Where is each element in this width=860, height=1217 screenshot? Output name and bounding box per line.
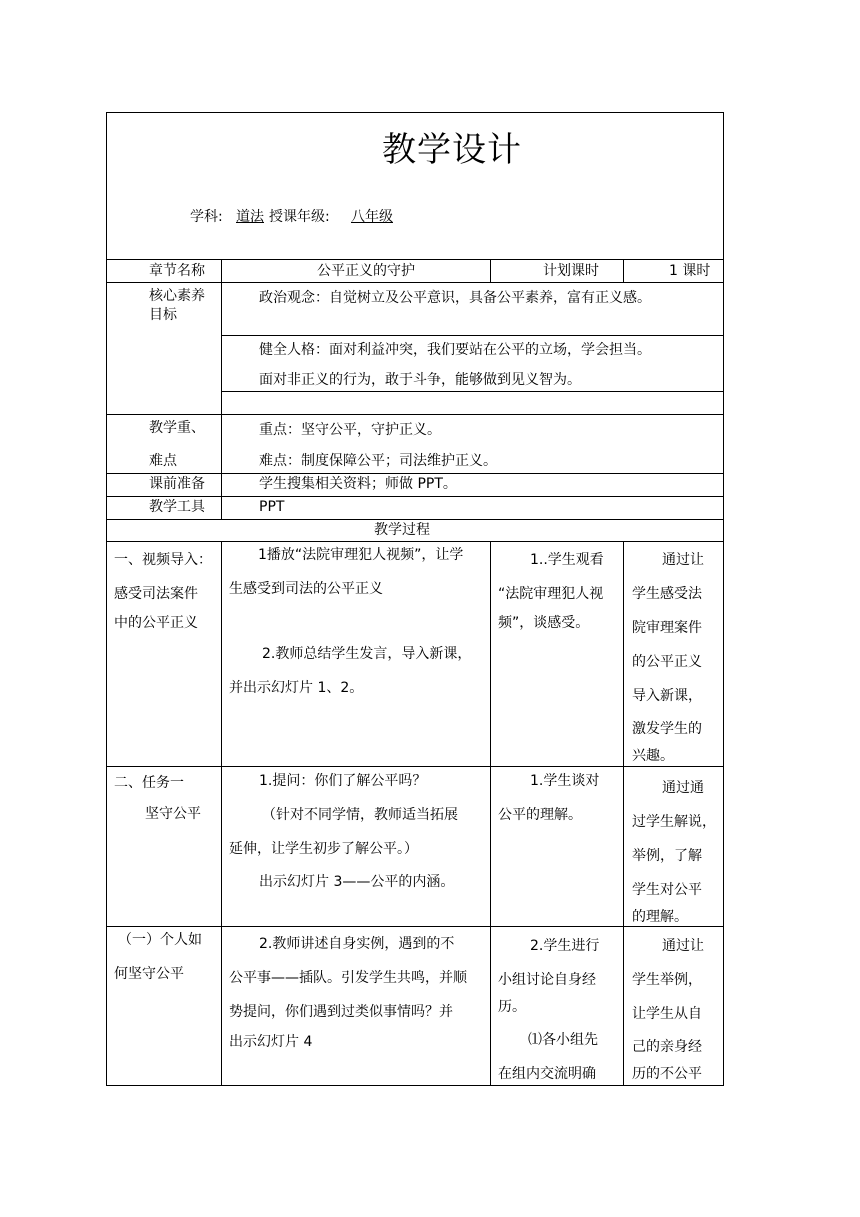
teacher-activity: 2.教师总结学生发言，导入新课， — [262, 646, 472, 662]
core-goal-line: 面对非正义的行为，敢于斗争，能够做到见义智为。 — [259, 372, 581, 388]
design-intent: 过学生解说， — [632, 814, 716, 830]
student-activity: 1..学生观看 — [530, 552, 604, 568]
stage-text: 坚守公平 — [145, 806, 201, 822]
student-activity: ⑴各小组先 — [528, 1032, 598, 1048]
design-intent: 的公平正义 — [632, 654, 702, 670]
design-intent: 让学生从自 — [632, 1006, 702, 1022]
page-title: 教学设计 — [382, 130, 522, 170]
stage-text: 感受司法案件 — [114, 586, 198, 602]
design-intent: 历的不公平 — [632, 1066, 702, 1082]
grid-line — [623, 259, 624, 282]
design-intent: 通过让 — [662, 552, 704, 568]
student-activity: 小组讨论自身经 — [498, 972, 596, 988]
student-activity: 在组内交流明确 — [498, 1066, 596, 1082]
teacher-activity: 出示幻灯片 3——公平的内涵。 — [259, 874, 455, 890]
teacher-activity: 生感受到司法的公平正义 — [229, 581, 383, 597]
design-intent: 学生举例， — [632, 972, 702, 988]
process-header: 教学过程 — [374, 522, 430, 538]
prep-label: 课前准备 — [149, 476, 205, 492]
grid-line — [490, 259, 491, 282]
grid-line — [106, 496, 724, 497]
teacher-activity: （针对不同学情，教师适当拓展 — [262, 807, 458, 823]
design-intent: 激发学生的 — [632, 721, 702, 737]
teacher-activity: 延伸，让学生初步了解公平。） — [229, 841, 418, 857]
grid-line — [106, 473, 724, 474]
grid-line — [106, 926, 724, 927]
core-label-2: 目标 — [149, 307, 177, 323]
design-intent: 通过通 — [662, 780, 704, 796]
student-activity: “法院审理犯人视 — [498, 586, 604, 602]
grade-label: 授课年级: — [269, 209, 330, 225]
design-intent: 学生对公平 — [632, 882, 702, 898]
grid-line — [490, 541, 491, 1086]
tools-value: PPT — [259, 499, 285, 515]
design-intent: 的理解。 — [632, 909, 688, 925]
key-points-label-2: 难点 — [149, 453, 177, 469]
core-goal-line: 政治观念：自觉树立及公平意识，具备公平素养，富有正义感。 — [259, 290, 651, 306]
teacher-activity: 并出示幻灯片 1、2。 — [229, 680, 364, 696]
prep-value: 学生搜集相关资料；师做 PPT。 — [259, 476, 457, 492]
grid-line — [623, 541, 624, 1086]
teacher-activity: 1.提问：你们了解公平吗？ — [259, 773, 427, 789]
stage-text: 何坚守公平 — [114, 966, 184, 982]
teacher-activity: 公平事——插队。引发学生共鸣，并顺 — [229, 970, 467, 986]
stage-text: 中的公平正义 — [114, 615, 198, 631]
grid-line — [106, 259, 724, 260]
subject-value: 道法 — [236, 209, 264, 225]
grid-line — [106, 541, 724, 542]
subject-label: 学科: — [190, 209, 223, 225]
design-intent: 导入新课， — [632, 688, 702, 704]
chapter-label: 章节名称 — [149, 263, 205, 279]
grade-value: 八年级 — [351, 209, 393, 225]
core-label: 核心素养 — [149, 288, 205, 304]
student-activity: 历。 — [498, 999, 526, 1015]
hours-value: 1 课时 — [669, 263, 711, 279]
grid-line — [106, 414, 724, 415]
student-activity: 频”，谈感受。 — [498, 615, 590, 631]
tools-label: 教学工具 — [149, 499, 205, 515]
grid-line — [221, 541, 222, 1086]
teacher-activity: 1播放“法院审理犯人视频”，让学 — [258, 547, 464, 563]
design-intent: 院审理案件 — [632, 620, 702, 636]
grid-line — [106, 519, 724, 520]
key-point-line: 重点：坚守公平，守护正义。 — [259, 422, 441, 438]
key-points-label: 教学重、 — [149, 420, 205, 436]
teacher-activity: 出示幻灯片 4 — [229, 1034, 313, 1050]
grid-line — [221, 391, 724, 392]
design-intent: 通过让 — [662, 938, 704, 954]
stage-text: 一、视频导入： — [114, 552, 212, 568]
grid-line — [221, 335, 724, 336]
stage-text: 二、任务一 — [114, 775, 184, 791]
grid-line — [106, 282, 724, 283]
grid-line — [221, 259, 222, 519]
grid-line — [106, 766, 724, 767]
teacher-activity: 2.教师讲述自身实例，遇到的不 — [259, 936, 455, 952]
student-activity: 1.学生谈对 — [530, 773, 600, 789]
teacher-activity: 势提问，你们遇到过类似事情吗？并 — [229, 1004, 453, 1020]
hours-label: 计划课时 — [543, 263, 599, 279]
design-intent: 学生感受法 — [632, 586, 702, 602]
chapter-value: 公平正义的守护 — [317, 263, 415, 279]
design-intent: 举例，了解 — [632, 848, 702, 864]
design-intent: 己的亲身经 — [632, 1039, 702, 1055]
core-goal-line: 健全人格：面对利益冲突，我们要站在公平的立场，学会担当。 — [259, 342, 651, 358]
design-intent: 兴趣。 — [632, 748, 674, 764]
student-activity: 2.学生进行 — [530, 938, 600, 954]
stage-text: （一）个人如 — [118, 932, 202, 948]
student-activity: 公平的理解。 — [498, 807, 582, 823]
difficulty-line: 难点：制度保障公平；司法维护正义。 — [259, 453, 497, 469]
